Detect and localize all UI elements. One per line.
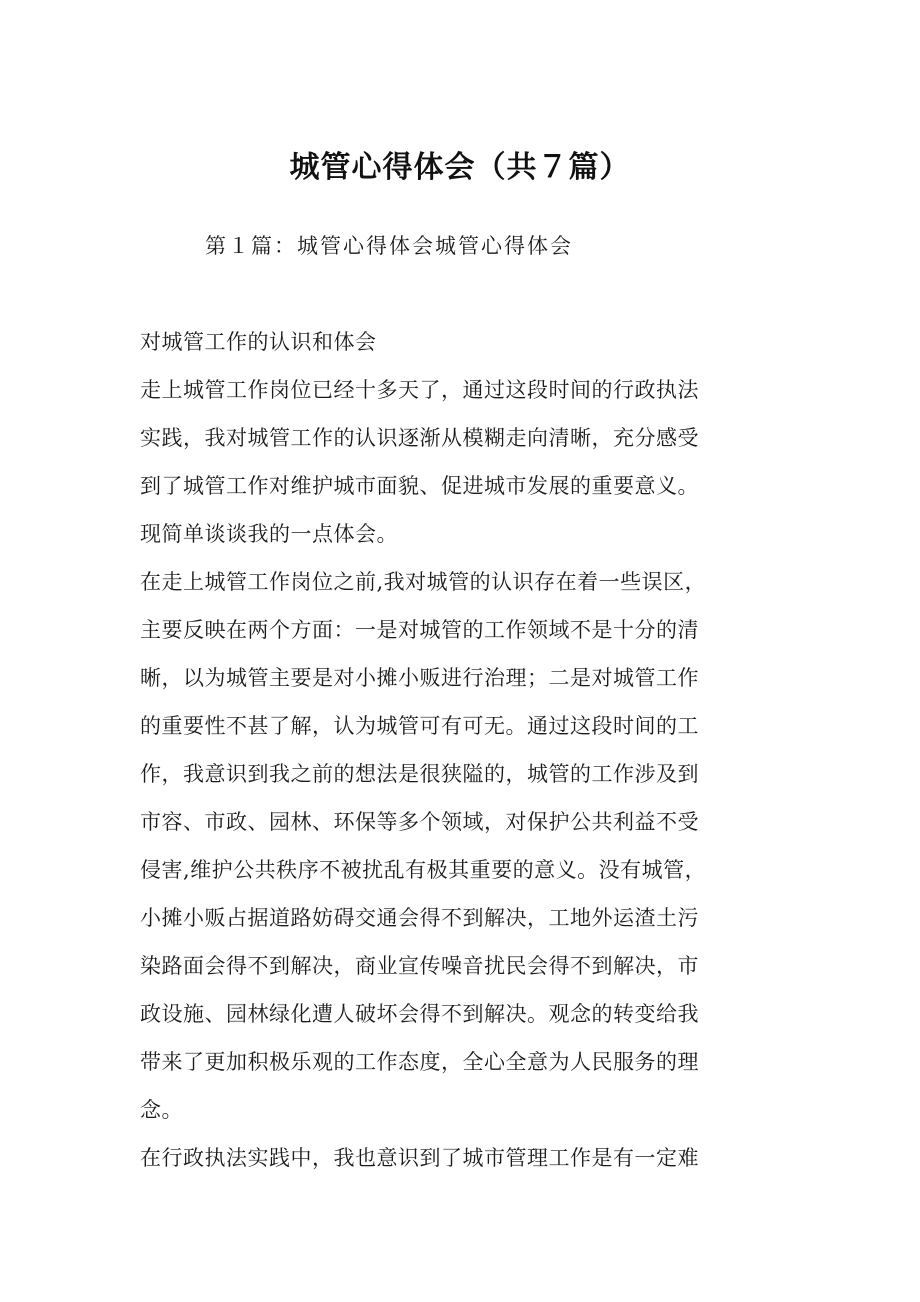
- body-line: 晰，以为城管主要是对小摊小贩进行治理；二是对城管工作: [140, 666, 699, 690]
- body-line: 到了城管工作对维护城市面貌、促进城市发展的重要意义。: [140, 474, 699, 498]
- document-subtitle: 第１篇：城管心得体会城管心得体会: [205, 234, 573, 258]
- body-line: 现简单谈谈我的一点体会。: [140, 522, 398, 546]
- body-line: 在行政执法实践中，我也意识到了城市管理工作是有一定难: [140, 1146, 699, 1170]
- body-line: 主要反映在两个方面：一是对城管的工作领域不是十分的清: [140, 618, 699, 642]
- body-line: 带来了更加积极乐观的工作态度，全心全意为人民服务的理: [140, 1050, 699, 1074]
- body-line: 市容、市政、园林、环保等多个领域，对保护公共利益不受: [140, 810, 699, 834]
- body-line: 作，我意识到我之前的想法是很狭隘的，城管的工作涉及到: [140, 762, 699, 786]
- body-line: 走上城管工作岗位已经十多天了，通过这段时间的行政执法: [140, 378, 699, 402]
- body-line: 的重要性不甚了解，认为城管可有可无。通过这段时间的工: [140, 714, 699, 738]
- body-line: 侵害,维护公共秩序不被扰乱有极其重要的意义。没有城管，: [140, 858, 707, 882]
- body-line: 染路面会得不到解决，商业宣传噪音扰民会得不到解决，市: [140, 954, 699, 978]
- body-line: 念。: [140, 1098, 183, 1122]
- body-line: 政设施、园林绿化遭人破坏会得不到解决。观念的转变给我: [140, 1002, 699, 1026]
- body-line: 小摊小贩占据道路妨碍交通会得不到解决，工地外运渣土污: [140, 906, 699, 930]
- document-title: 城管心得体会（共７篇）: [289, 150, 631, 185]
- body-line: 对城管工作的认识和体会: [140, 330, 377, 354]
- body-line: 在走上城管工作岗位之前,我对城管的认识存在着一些误区，: [140, 570, 707, 594]
- body-line: 实践，我对城管工作的认识逐渐从模糊走向清晰，充分感受: [140, 426, 699, 450]
